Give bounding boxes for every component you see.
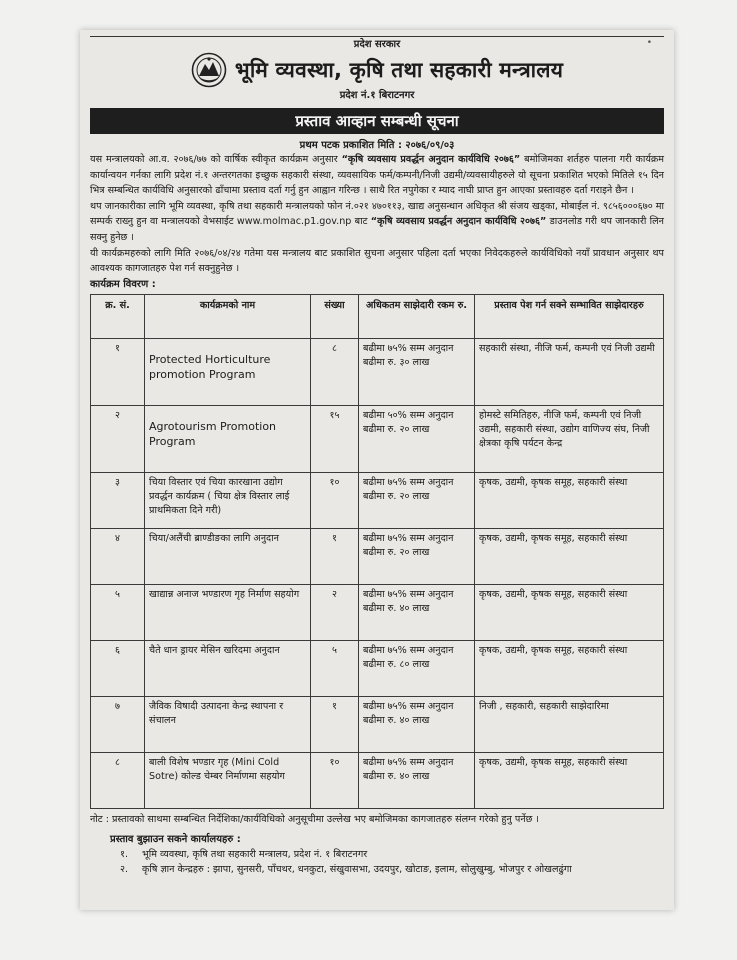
header-partners: प्रस्ताव पेश गर्न सक्ने सम्भावित साझेदारहरु — [475, 294, 664, 338]
cell-program-name: खाद्यान्न अनाज भण्डारण गृह निर्माण सहयोग — [145, 584, 311, 640]
cell-serial: ५ — [91, 584, 145, 640]
cell-amount: बढीमा ७५% सम्म अनुदान बढीमा रु. ४० लाख — [359, 696, 475, 752]
office-item — [90, 862, 664, 877]
cell-program-name: जैविक विषादी उत्पादना केन्द्र स्थापना र संचालन — [145, 696, 311, 752]
note-text: नोट : प्रस्तावको साथमा सम्बन्धित निर्देशिका/कार्यविधिको अनुसूचीमा उल्लेख भए बमोजिमका कागजातहरु संलग्न गरेको हुनु पर्नेछ । — [90, 813, 540, 825]
program-name-text: Agrotourism Promotion Program — [149, 419, 277, 448]
office-text: भूमि व्यवस्था, कृषि तथा सहकारी मन्त्रालय, प्रदेश नं. १ बिराटनगर — [142, 848, 368, 860]
paragraph-1 — [90, 152, 664, 199]
cell-count: १ — [311, 696, 359, 752]
table-row — [91, 640, 664, 696]
program-table — [90, 294, 664, 809]
cell-program-name: चैते धान ड्रायर मेसिन खरिदमा अनुदान — [145, 640, 311, 696]
cell-partners: कृषक, उद्यमी, कृषक समूह, सहकारी संस्था — [475, 472, 664, 528]
paragraph-3: यी कार्यक्रमहरुको लागि मिति २०७६/०४/२४ गतेमा यस मन्त्रालय बाट प्रकाशित सुचना अनुसार पहिला दर्ता भएका निवेदकहरुले कार्यविधिको नयाँ प्रावधान अनुसार थप आवश्यक कागजातहरु पेश गर्न सक्नुहुनेछ । — [90, 247, 664, 275]
notice-content — [90, 36, 664, 877]
cell-partners: कृषक, उद्यमी, कृषक समूह, सहकारी संस्था — [475, 640, 664, 696]
top-rule — [90, 36, 664, 37]
office-number: १. — [120, 848, 129, 860]
table-row — [91, 752, 664, 808]
cell-amount: बढीमा ७५% सम्म अनुदान बढीमा रु. ८० लाख — [359, 640, 475, 696]
cell-serial: ८ — [91, 752, 145, 808]
header-location: प्रदेश नं.१ बिराटनगर — [339, 90, 415, 101]
office-item — [90, 847, 664, 862]
cell-amount: बढीमा ७५% सम्म अनुदान बढीमा रु. २० लाख — [359, 528, 475, 584]
paragraph-2 — [90, 199, 664, 246]
header-org: प्रदेश सरकार — [353, 39, 401, 50]
cell-serial: २ — [91, 405, 145, 472]
cell-program-name: चिया/अलैंची ब्राण्डीङका लागि अनुदान — [145, 528, 311, 584]
header-program-name: कार्यक्रमको नाम — [145, 294, 311, 338]
header-row — [90, 52, 664, 88]
cell-program-name: बाली विशेष भण्डार गृह (Mini Cold Sotre) कोल्ड चेम्बर निर्माणमा सहयोग — [145, 752, 311, 808]
table-row — [91, 472, 664, 528]
cell-serial: १ — [91, 338, 145, 405]
header-max-amount: अधिकतम साझेदारी रकम रु. — [359, 294, 475, 338]
paragraph-1-part-b: बमोजिमका शर्तहरु पालना गरी कार्यक्रम कार्यान्वयन गर्नका लागि प्रदेश नं.१ अन्तरगतका इच्छुक सहकारी संस्था, व्यवसायिक फर्म/कम्पनी/निजी उद्यमी/व्यवसायीहरुले यो सूचना प्रकाशित भएको मितिले १५ दिन भित्र सम्बन्धित कार्यविधि अनुसारको ढाँचामा प्रस्ताव दर्ता गर्नु हुन आह्वान गरिन्छ । साथै रित नपुगेका र म्याद नाघी प्राप्त हुन आएका प्रस्तावहरु दर्ता गराइने छैन । — [90, 154, 664, 197]
cell-amount: बढीमा ७५% सम्म अनुदान बढीमा रु. ४० लाख — [359, 584, 475, 640]
header-ministry: भूमि व्यवस्था, कृषि तथा सहकारी मन्त्रालय — [234, 58, 564, 82]
cell-serial: ७ — [91, 696, 145, 752]
publish-date: प्रथम पटक प्रकाशित मिति : २०७६/०९/०३ — [299, 140, 455, 151]
table-header-row — [91, 294, 664, 338]
program-name-text: Protected Horticulture promotion Program — [149, 352, 271, 381]
cell-count: १ — [311, 528, 359, 584]
cell-program-name: चिया विस्तार एवं चिया कारखाना उद्योग प्रवर्द्धन कार्यक्रम ( चिया क्षेत्र विस्तार लाई प्राथमिकता दिने गरी) — [145, 472, 311, 528]
cell-count: ५ — [311, 640, 359, 696]
cell-amount: बढीमा ७५% सम्म अनुदान बढीमा रु. २० लाख — [359, 472, 475, 528]
header-count: संख्या — [311, 294, 359, 338]
table-row — [91, 405, 664, 472]
paragraph-1-quote: “कृषि व्यवसाय प्रवर्द्धन अनुदान कार्यविधि २०७६” — [341, 154, 521, 165]
table-row — [91, 584, 664, 640]
header-serial: क्र. सं. — [91, 294, 145, 338]
notice-banner: प्रस्ताव आव्हान सम्बन्धी सूचना — [90, 108, 664, 134]
cell-partners: कृषक, उद्यमी, कृषक समूह, सहकारी संस्था — [475, 752, 664, 808]
cell-partners: निजी , सहकारी, सहकारी साझेदारिमा — [475, 696, 664, 752]
cell-count: १० — [311, 472, 359, 528]
office-number: २. — [120, 863, 129, 875]
cell-amount: बढीमा ७५% सम्म अनुदान बढीमा रु. ४० लाख — [359, 752, 475, 808]
paragraph-2-quote: “कृषि व्यवसाय प्रवर्द्धन अनुदान कार्यविधि २०७६” — [370, 216, 547, 228]
cell-count: २ — [311, 584, 359, 640]
offices-heading: प्रस्ताव बुझाउन सकने कार्यालयहरु : — [110, 833, 241, 845]
cell-count: १५ — [311, 405, 359, 472]
program-details-label: कार्यक्रम विवरण : — [90, 278, 156, 290]
cell-amount: बढीमा ५०% सम्म अनुदान बढीमा रु. २० लाख — [359, 405, 475, 472]
office-text: कृषि ज्ञान केन्द्रहरु : झापा, सुनसरी, पाँचथर, धनकुटा, संखुवासभा, उदयपुर, खोटाङ, इलाम, सोलुखुम्बु, भोजपुर र ओखलढुंगा — [142, 863, 572, 875]
cell-serial: ३ — [91, 472, 145, 528]
table-row — [91, 528, 664, 584]
cell-serial: ६ — [91, 640, 145, 696]
cell-count: ८ — [311, 338, 359, 405]
cell-serial: ४ — [91, 528, 145, 584]
paragraph-1-part-a: यस मन्त्रालयको आ.व. २०७६/७७ को वार्षिक स्वीकृत कार्यक्रम अनुसार — [90, 154, 338, 165]
paragraph-2-part-b: डाउनलोड गरी थप जानकारी लिन सक्नु हुनेछ । — [90, 216, 664, 243]
cell-partners: होमस्टे समितिहरु, नीजि फर्म, कम्पनी एवं निजी उद्यमी, सहकारी संस्था, उद्योग वाणिज्य संघ, निजी क्षेत्रका कृषि पर्यटन केन्द्र — [475, 405, 664, 472]
cell-program-name — [145, 405, 311, 472]
cell-amount: बढीमा ७५% सम्म अनुदान बढीमा रु. ३० लाख — [359, 338, 475, 405]
cell-partners: कृषक, उद्यमी, कृषक समूह, सहकारी संस्था — [475, 584, 664, 640]
cell-program-name — [145, 338, 311, 405]
government-emblem-icon — [191, 52, 227, 88]
paragraph-2-part-a: थप जानकारीका लागि भूमि व्यवस्था, कृषि तथा सहकारी मन्त्रालयको फोन नं.०२१ ४७०११३, खाद्य अनुसन्धान अधिकृत श्री संजय खड्का, मोबाईल नं. ९८५६०००६७० मा सम्पर्क राख्नु हुन वा मन्त्रालयको वेभसाईट www.molmac.p1.gov.np बाट — [90, 200, 664, 228]
table-row — [91, 696, 664, 752]
notice-page — [80, 30, 674, 910]
cell-count: १० — [311, 752, 359, 808]
cell-partners: सहकारी संस्था, नीजि फर्म, कम्पनी एवं निजी उद्यमी — [475, 338, 664, 405]
table-row — [91, 338, 664, 405]
cell-partners: कृषक, उद्यमी, कृषक समूह, सहकारी संस्था — [475, 528, 664, 584]
page-corner-mark: • — [646, 38, 652, 48]
